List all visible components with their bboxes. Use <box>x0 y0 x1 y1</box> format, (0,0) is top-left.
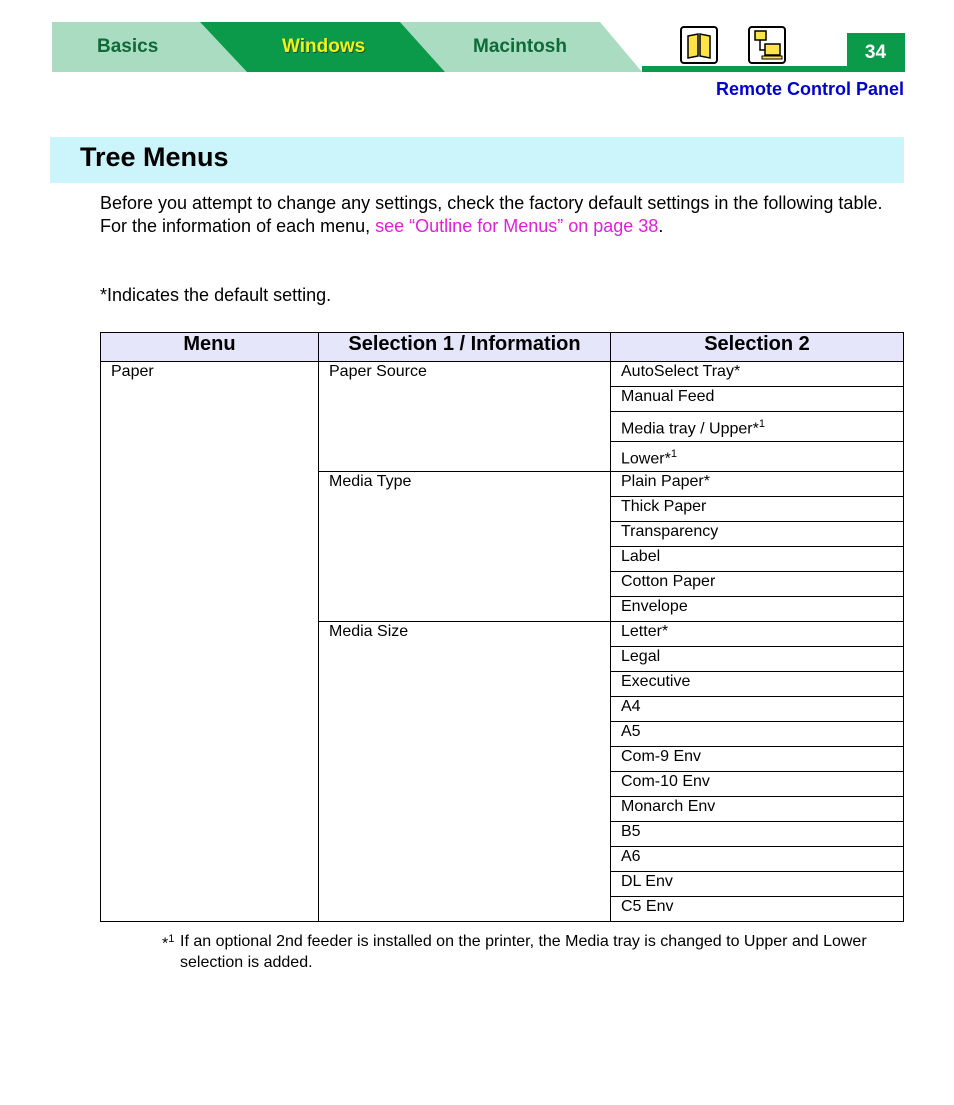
default-note: *Indicates the default setting. <box>100 285 332 305</box>
selection1-cell: Media Type <box>319 472 611 622</box>
intro-paragraph <box>100 192 900 238</box>
selection2-cell: DL Env <box>611 872 904 897</box>
selection2-cell: Cotton Paper <box>611 572 904 597</box>
selection2-cell <box>611 412 904 442</box>
footnote-ref: 1 <box>670 448 677 460</box>
selection1-cell: Paper Source <box>319 362 611 472</box>
header-selection1: Selection 1 / Information <box>319 333 611 362</box>
footnote-asterisk: * <box>162 935 169 953</box>
selection2-cell: B5 <box>611 822 904 847</box>
selection2-cell: Envelope <box>611 597 904 622</box>
table-header-row <box>101 333 904 362</box>
header-menu: Menu <box>101 333 319 362</box>
menu-cell: Paper <box>101 362 319 922</box>
footnote-text: If an optional 2nd feeder is installed on the printer, the Media tray is changed to Upper and Lower selection is added. <box>180 933 867 971</box>
selection2-cell: Thick Paper <box>611 497 904 522</box>
footnote-mark <box>162 929 174 954</box>
selection2-cell: A6 <box>611 847 904 872</box>
selection2-cell: A5 <box>611 722 904 747</box>
section-label[interactable]: Remote Control Panel <box>715 79 904 99</box>
tree-menu-table <box>100 332 904 922</box>
selection2-cell: Label <box>611 547 904 572</box>
table-row <box>101 362 904 387</box>
page-number: 34 <box>864 42 887 63</box>
selection2-cell: Com-10 Env <box>611 772 904 797</box>
selection2-cell: Executive <box>611 672 904 697</box>
selection1-cell: Media Size <box>319 622 611 922</box>
intro-end: . <box>658 216 664 236</box>
book-icon[interactable] <box>680 26 716 62</box>
selection2-cell: C5 Env <box>611 897 904 922</box>
selection2-cell: Monarch Env <box>611 797 904 822</box>
selection2-cell: A4 <box>611 697 904 722</box>
footnote-ref: 1 <box>758 418 765 430</box>
selection2-cell: AutoSelect Tray* <box>611 362 904 387</box>
network-printer-icon[interactable] <box>748 26 784 62</box>
selection2-text: Media tray / Upper* <box>621 420 759 438</box>
intro-text: Before you attempt to change any settings, check the factory default settings in the following table. For the information of each menu, <box>100 193 883 236</box>
title-band <box>50 137 904 183</box>
outline-link[interactable]: see “Outline for Menus” on page 38 <box>375 216 659 236</box>
tab-macintosh[interactable]: Macintosh <box>473 36 567 57</box>
tab-windows[interactable]: Windows <box>282 36 366 57</box>
selection2-text: Lower* <box>621 450 671 468</box>
selection2-cell: Manual Feed <box>611 387 904 412</box>
selection2-cell: Transparency <box>611 522 904 547</box>
tab-basics[interactable]: Basics <box>97 36 159 57</box>
selection2-cell: Com-9 Env <box>611 747 904 772</box>
selection2-cell <box>611 442 904 472</box>
selection2-cell: Legal <box>611 647 904 672</box>
selection2-cell: Letter* <box>611 622 904 647</box>
header-selection2: Selection 2 <box>611 333 904 362</box>
nav-tab-bar <box>52 22 905 72</box>
footnote-sup: 1 <box>168 933 175 945</box>
selection2-cell: Plain Paper* <box>611 472 904 497</box>
page-title: Tree Menus <box>80 142 229 172</box>
